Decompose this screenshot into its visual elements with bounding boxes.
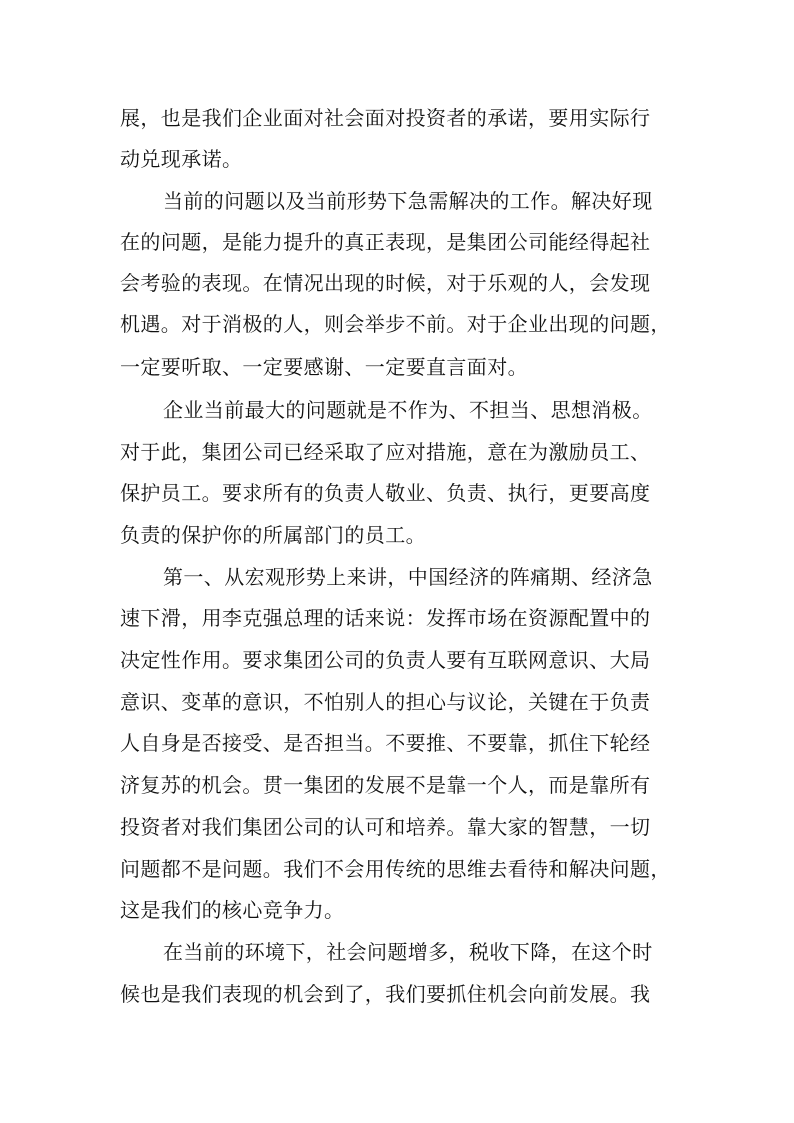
paragraph-line-4: 在的问题，是能力提升的真正表现，是集团公司能经得起社 <box>120 230 651 254</box>
paragraph-line-2: 动兑现承诺。 <box>120 147 243 171</box>
paragraph-line-1: 展，也是我们企业面对社会面对投资者的承诺，要用实际行 <box>120 106 651 130</box>
paragraph-line-13: 速下滑，用李克强总理的话来说：发挥市场在资源配置中的 <box>120 606 651 630</box>
paragraph-line-17: 济复苏的机会。贯一集团的发展不是靠一个人，而是靠所有 <box>120 773 651 797</box>
paragraph-line-10: 保护员工。要求所有的负责人敬业、负责、执行，更要高度 <box>120 481 651 505</box>
paragraph-line-19: 问题都不是问题。我们不会用传统的思维去看待和解决问题， <box>120 857 671 881</box>
paragraph-line-6: 机遇。对于消极的人，则会举步不前。对于企业出现的问题， <box>120 312 671 336</box>
paragraph-line-5: 会考验的表现。在情况出现的时候，对于乐观的人，会发现 <box>120 271 651 295</box>
paragraph-line-3: 当前的问题以及当前形势下急需解决的工作。解决好现 <box>163 189 653 213</box>
paragraph-line-18: 投资者对我们集团公司的认可和培养。靠大家的智慧，一切 <box>120 815 651 839</box>
paragraph-line-8: 企业当前最大的问题就是不作为、不担当、思想消极。 <box>163 398 653 422</box>
paragraph-line-7: 一定要听取、一定要感谢、一定要直言面对。 <box>120 355 528 379</box>
paragraph-line-16: 人自身是否接受、是否担当。不要推、不要靠，抓住下轮经 <box>120 731 651 755</box>
paragraph-line-20: 这是我们的核心竞争力。 <box>120 898 345 922</box>
paragraph-line-14: 决定性作用。要求集团公司的负责人要有互联网意识、大局 <box>120 648 651 672</box>
paragraph-line-11: 负责的保护你的所属部门的员工。 <box>120 523 426 547</box>
paragraph-line-12: 第一、从宏观形势上来讲，中国经济的阵痛期、经济急 <box>163 565 653 589</box>
paragraph-line-21: 在当前的环境下，社会问题增多，税收下降，在这个时 <box>163 940 653 964</box>
paragraph-line-22: 候也是我们表现的机会到了，我们要抓住机会向前发展。我 <box>120 982 651 1006</box>
paragraph-line-9: 对于此，集团公司已经采取了应对措施，意在为激励员工、 <box>120 440 651 464</box>
paragraph-line-15: 意识、变革的意识，不怕别人的担心与议论，关键在于负责 <box>120 690 651 714</box>
